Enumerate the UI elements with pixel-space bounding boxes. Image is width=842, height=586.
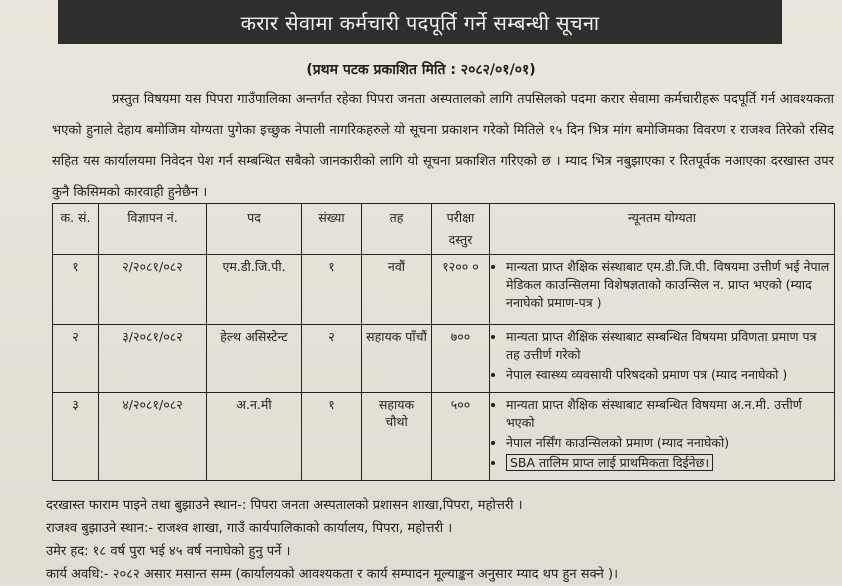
- cell-count: १: [302, 255, 362, 325]
- qualification-item: • नेपाल स्वास्थ्य व्यवसायी परिषदको प्रमाण पत्र (म्याद ननाघेको ): [506, 366, 830, 384]
- qualification-item: • मान्यता प्राप्त शैक्षिक संस्थाबाट सम्बन्धित विषयमा प्रविणता प्रमाण पत्र तह उत्तीर्ण गरेको: [506, 328, 830, 364]
- footer-line-work-period: कार्य अवधि:- २०८२ असार मसान्त सम्म (कार्यालयको आवश्यकता र कार्य सम्पादन मूल्याङ्कन अनुसार म्याद थप हुन सक्ने )।: [46, 567, 619, 582]
- cell-fee: ५००: [432, 393, 490, 481]
- table-row: [53, 255, 835, 325]
- notice-title-bar: [58, 0, 782, 44]
- header-qualification: न्यूनतम योग्यता: [490, 204, 835, 255]
- table-header-row: [53, 204, 835, 255]
- cell-ad-no: ४/२०८१/०८२: [99, 393, 207, 481]
- qualification-item: • मान्यता प्राप्त शैक्षिक संस्थाबाट सम्बन्धित विषयमा अ.न.मी. उत्तीर्ण भएको: [506, 396, 830, 432]
- cell-post: एम.डी.जि.पी.: [207, 255, 302, 325]
- header-count: संख्या: [302, 204, 362, 255]
- cell-fee: १२०० ०: [432, 255, 490, 325]
- footer-line-revenue-location: राजश्व बुझाउने स्थान:- राजश्व शाखा, गाउँ कार्यपालिकाको कार्यालय, पिपरा, महोत्तरी ।: [46, 521, 453, 536]
- cell-post: अ.न.मी: [207, 393, 302, 481]
- qualification-item: • मान्यता प्राप्त शैक्षिक संस्थाबाट एम.डी.जि.पी. विषयमा उत्तीर्ण भई नेपाल मेडिकल काउन्सिलमा विशेषज्ञताको काउन्सिल न. प्राप्त भएको (म्याद ननाघेको प्रमाण-पत्र ): [506, 258, 830, 312]
- cell-fee: ७००: [432, 325, 490, 393]
- table-row: [53, 393, 835, 481]
- qualification-item-boxed: [506, 454, 830, 472]
- footer-line-form-location: दरखास्त फाराम पाइने तथा बुझाउने स्थान-: पिपरा जनता अस्पतालको प्रशासन शाखा,पिपरा, महोत्तरी ।: [46, 498, 523, 513]
- cell-count: १: [302, 393, 362, 481]
- qualification-item-text: SBA तालिम प्राप्त लाई प्राथमिकता दिईनेछ।: [506, 454, 713, 471]
- footer-line-age-limit: उमेर हद: १८ वर्ष पुरा भई ४५ वर्ष ननाघेको हुनु पर्ने ।: [46, 544, 291, 559]
- publication-date: (प्रथम पटक प्रकाशित मिति : २०८२/०१/०१): [306, 62, 536, 78]
- table-row: [53, 325, 835, 393]
- cell-level: सहायक चौथो: [362, 393, 432, 481]
- notice-title: करार सेवामा कर्मचारी पदपूर्ति गर्ने सम्बन्धी सूचना: [240, 10, 600, 35]
- vacancy-table: [52, 203, 835, 481]
- cell-qualification: [490, 393, 835, 481]
- cell-post: हेल्थ असिस्टेन्ट: [207, 325, 302, 393]
- header-fee: परीक्षा दस्तुर: [432, 204, 490, 255]
- cell-sn: १: [53, 255, 99, 325]
- intro-paragraph: प्रस्तुत विषयमा यस पिपरा गाउँपालिका अन्तर्गत रहेका पिपरा जनता अस्पतालको लागि तपसिलको पदमा करार सेवामा कर्मचारीहरू पदपूर्ति गर्न आवश्यकता भएको हुनाले देहाय बमोजिम योग्यता पुगेका इच्छुक नेपाली नागरिकहरुले यो सूचना प्रकाशन गरेको मितिले १५ दिन भित्र मांग बमोजिमका विवरण र राजश्व तिरेको रसिद सहित यस कार्यालयमा निवेदन पेश गर्न सम्बन्धित सबैको जानकारीको लागि यो सूचना प्रकाशित गरिएको छ । म्याद भित्र नबुझाएका र रितपूर्वक नआएका दरखास्त उपर कुनै किसिमको कारवाही हुनेछैन ।: [52, 92, 834, 200]
- footer-notes: [46, 494, 836, 586]
- header-sn: क. सं.: [53, 204, 99, 255]
- cell-qualification: [490, 325, 835, 393]
- cell-count: २: [302, 325, 362, 393]
- header-ad-no: विज्ञापन नं.: [99, 204, 207, 255]
- cell-qualification: [490, 255, 835, 325]
- cell-ad-no: ३/२०८१/०८२: [99, 325, 207, 393]
- header-post: पद: [207, 204, 302, 255]
- qualification-item: • नेपाल नर्सिंग काउन्सिलको प्रमाण (म्याद ननाघेको): [506, 434, 830, 452]
- cell-sn: २: [53, 325, 99, 393]
- cell-sn: ३: [53, 393, 99, 481]
- cell-level: नवौं: [362, 255, 432, 325]
- header-level: तह: [362, 204, 432, 255]
- cell-ad-no: २/२०८१/०८२: [99, 255, 207, 325]
- cell-level: सहायक पाँचौं: [362, 325, 432, 393]
